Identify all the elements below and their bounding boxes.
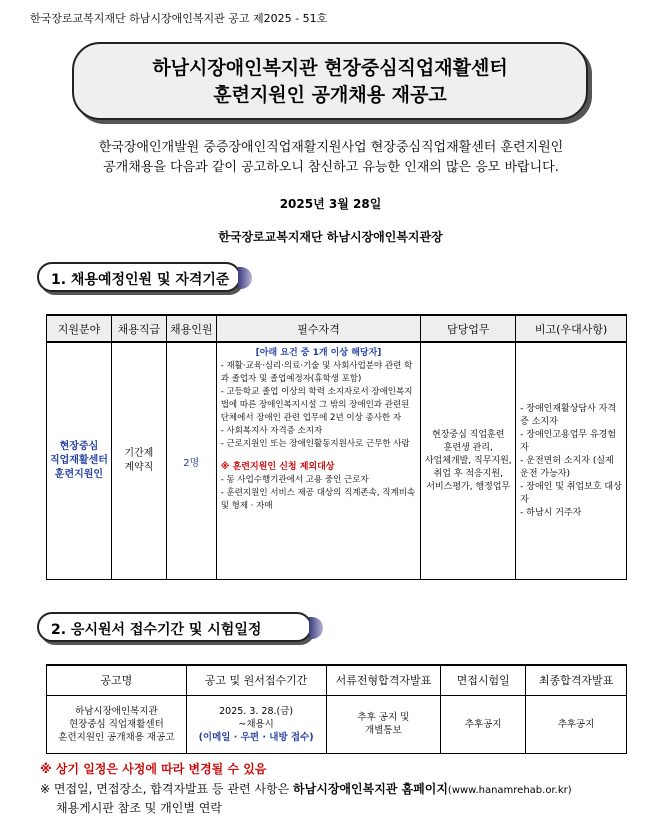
title-line-2: 훈련지원인 공개채용 재공고 bbox=[213, 84, 447, 106]
requirement-item: - 사회복지사 자격증 소지자 bbox=[220, 426, 323, 436]
header-cell: 서류전형합격자발표 bbox=[326, 665, 441, 695]
homepage-name: 하남시장애인복지관 홈페이지 bbox=[293, 782, 448, 796]
schedule-row bbox=[47, 695, 627, 754]
requirement-item: - 고등학교 졸업 이상의 학력 소지자로서 장애인복지법에 따른 장애인복지시설 그 밖의 장애인과 관련된 단체에서 장애인 관련 업무에 2년 이상 종사한 자 bbox=[220, 387, 413, 423]
header-cell: 공고 및 원서접수기간 bbox=[186, 665, 326, 695]
requirement-item: - 근로지원인 또는 장애인활동지원사로 근무한 사람 bbox=[220, 439, 410, 449]
qualification-row bbox=[47, 342, 627, 580]
duty-cell: 현장중심 직업훈련 훈련생 관리, 사업체개발, 직무지원, 취업 후 적응지원, 서비스평가, 행정업무 bbox=[421, 342, 516, 580]
requirement-item: - 재활·교육·심리·의료·기술 및 사회사업분야 관련 학과 졸업자 및 졸업예정자(휴학생 포함) bbox=[220, 361, 413, 384]
notice-name-cell: 하남시장애인복지관 현장중심 직업재활센터 훈련지원인 공개채용 재공고 bbox=[47, 695, 187, 754]
section-1-heading: 1. 채용예정인원 및 자격기준 bbox=[37, 262, 241, 292]
preference-cell bbox=[516, 342, 627, 580]
header-cell: 비고(우대사항) bbox=[516, 315, 627, 342]
notice-date: 2025년 3월 28일 bbox=[279, 197, 382, 211]
interview-cell: 추후공지 bbox=[441, 695, 526, 754]
exclusion-item: - 훈련지원인 서비스 제공 대상의 직계존속, 직계비속 및 형제 · 자매 bbox=[220, 488, 416, 511]
schedule-header-row bbox=[47, 665, 627, 695]
title-banner bbox=[72, 42, 588, 120]
period-cell: 2025. 3. 28.(금) ~채용시 (이메일 · 우편 · 내방 접수) bbox=[186, 695, 326, 754]
final-result-cell: 추후공지 bbox=[526, 695, 627, 754]
requirements-cell bbox=[216, 342, 421, 580]
preference-item: - 운전면허 소지자 (실제운전 가능자) bbox=[520, 455, 614, 479]
preference-item: - 하남시 거주자 bbox=[520, 507, 582, 518]
schedule-warning: ※ 상기 일정은 사정에 따라 변경될 수 있음 bbox=[40, 762, 267, 776]
qualification-header-row bbox=[47, 315, 627, 342]
intro-line-1: 한국장애인개발원 중증장애인직업재활지원사업 현장중심직업재활센터 훈련지원인 bbox=[98, 140, 564, 155]
header-cell: 채용직급 bbox=[111, 315, 166, 342]
exclusion-item: - 동 사업수행기관에서 고용 중인 근로자 bbox=[220, 475, 369, 485]
count-cell: 2명 bbox=[166, 342, 216, 580]
preference-item: - 장애인고용업무 유경험자 bbox=[520, 429, 617, 453]
rank-cell: 기간제 계약직 bbox=[111, 342, 166, 580]
title-line-1: 하남시장애인복지관 현장중심직업재활센터 bbox=[152, 57, 508, 79]
info-line-2: 채용게시판 참조 및 개인별 연락 bbox=[56, 801, 222, 815]
section-2-heading: 2. 응시원서 접수기간 및 시험일정 bbox=[37, 612, 312, 642]
document-result-cell: 추후 공지 및 개별통보 bbox=[326, 695, 441, 754]
info-line: ※ 면접일, 면접장소, 합격자발표 등 관련 사항은 하남시장애인복지관 홈페이지(www.hanamrehab.or.kr) bbox=[40, 782, 572, 796]
field-cell: 현장중심 직업재활센터 훈련지원인 bbox=[47, 342, 112, 580]
issuer: 한국장로교복지재단 하남시장애인복지관장 bbox=[218, 230, 443, 244]
header-cell: 지원분야 bbox=[47, 315, 112, 342]
header-cell: 공고명 bbox=[47, 665, 187, 695]
header-cell: 필수자격 bbox=[216, 315, 421, 342]
header-cell: 담당업무 bbox=[421, 315, 516, 342]
schedule-table bbox=[46, 664, 627, 754]
qualification-table bbox=[46, 314, 627, 580]
notice-number: 한국장로교복지재단 하남시장애인복지관 공고 제2025 - 51호 bbox=[30, 12, 328, 25]
preference-item: - 장애인재활상담사 자격증 소지자 bbox=[520, 403, 617, 427]
header-cell: 채용인원 bbox=[166, 315, 216, 342]
header-cell: 최종합격자발표 bbox=[526, 665, 627, 695]
header-cell: 면접시험일 bbox=[441, 665, 526, 695]
requirements-heading: [아래 요건 중 1개 이상 해당자] bbox=[255, 348, 382, 358]
preference-item: - 장애인 및 취업보호 대상자 bbox=[520, 481, 622, 505]
exclusion-heading: ※ 훈련지원인 신청 제외대상 bbox=[220, 462, 335, 472]
homepage-url[interactable]: (www.hanamrehab.or.kr) bbox=[447, 785, 572, 796]
intro-text bbox=[36, 138, 626, 178]
intro-line-2: 공개채용을 다음과 같이 공고하오니 참신하고 유능한 인재의 많은 응모 바랍니다. bbox=[103, 160, 559, 175]
